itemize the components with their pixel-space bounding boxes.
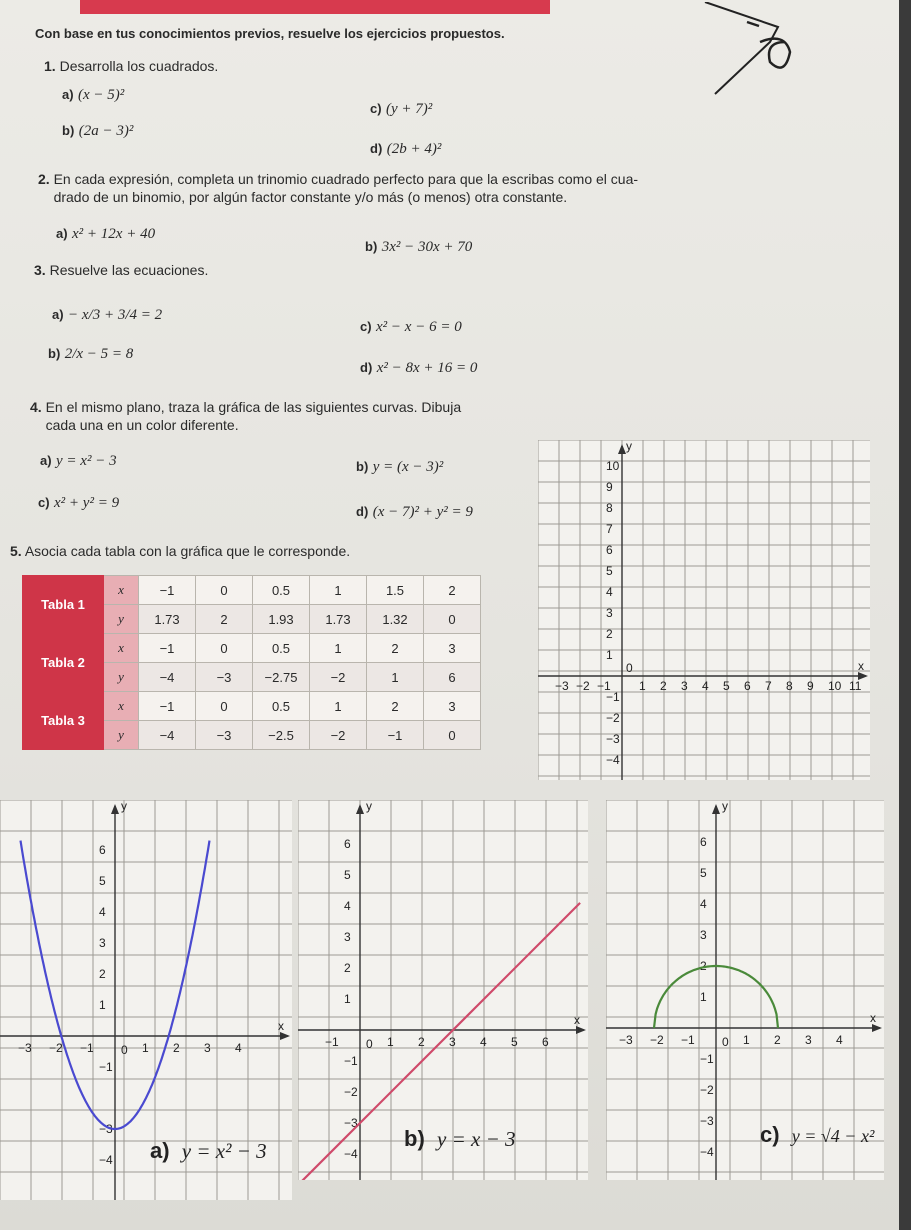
x-tick-label: 4	[702, 679, 709, 693]
q4-c: c) x² + y² = 9	[38, 495, 120, 511]
x-tick-label: 5	[511, 1035, 518, 1049]
y-tick-label: 2	[606, 627, 613, 641]
y-tick-label: −2	[344, 1085, 358, 1099]
y-axis-label: y	[366, 800, 372, 813]
y-tick-label: −4	[606, 753, 620, 767]
q3-b: b) 2/x − 5 = 8	[48, 346, 134, 362]
q4-d: d) (x − 7)² + y² = 9	[356, 504, 473, 520]
x-tick-label: 10	[828, 679, 842, 693]
table-cell: 0	[196, 634, 253, 663]
y-tick-label: 1	[344, 992, 351, 1006]
graph-b-caption: b) y = x − 3	[404, 1126, 516, 1151]
table-3-y-header: y	[104, 721, 139, 750]
y-tick-label: 5	[700, 866, 707, 880]
table-cell: 1.73	[139, 605, 196, 634]
x-tick-label: 11	[849, 679, 862, 693]
y-axis-label: y	[626, 440, 632, 453]
table-cell: 0	[424, 605, 481, 634]
x-tick-label: 1	[387, 1035, 394, 1049]
y-tick-label: 4	[344, 899, 351, 913]
table-cell: −3	[196, 663, 253, 692]
x-tick-label: 4	[480, 1035, 487, 1049]
table-cell: −4	[139, 721, 196, 750]
q1-b: b) (2a − 3)²	[62, 123, 134, 139]
x-tick-label: 6	[542, 1035, 549, 1049]
page-edge	[899, 0, 911, 1230]
x-tick-label: −3	[555, 679, 569, 693]
table-cell: −1	[139, 692, 196, 721]
y-tick-label: 5	[344, 868, 351, 882]
x-tick-label: 4	[235, 1041, 242, 1055]
x-tick-label: 3	[204, 1041, 211, 1055]
x-axis-label: x	[574, 1013, 580, 1027]
x-tick-label: −3	[18, 1041, 32, 1055]
y-tick-label: 8	[606, 501, 613, 515]
x-tick-label: 3	[805, 1033, 812, 1047]
x-axis-label: x	[858, 659, 864, 673]
x-tick-label: 2	[418, 1035, 425, 1049]
table-cell: −3	[196, 721, 253, 750]
table-cell: 1.73	[310, 605, 367, 634]
q3-heading: 3. Resuelve las ecuaciones.	[34, 262, 209, 278]
y-tick-label: 6	[700, 835, 707, 849]
table-cell: −2	[310, 663, 367, 692]
y-tick-label: 5	[606, 564, 613, 578]
y-axis-label: y	[722, 800, 728, 813]
x-tick-label: 1	[142, 1041, 149, 1055]
table-cell: −2	[310, 721, 367, 750]
intro-text: Con base en tus conocimientos previos, resuelve los ejercicios propuestos.	[35, 26, 505, 41]
x-axis-label: x	[870, 1011, 876, 1025]
q3-d: d) x² − 8x + 16 = 0	[360, 360, 478, 376]
y-tick-label: 3	[344, 930, 351, 944]
table-cell: 0	[196, 576, 253, 605]
tables-block	[22, 575, 481, 750]
table-cell: 2	[196, 605, 253, 634]
x-tick-label: 8	[786, 679, 793, 693]
table-cell: 1	[310, 634, 367, 663]
origin-label: 0	[722, 1035, 729, 1049]
y-tick-label: −4	[99, 1153, 113, 1167]
table-cell: 1.32	[367, 605, 424, 634]
table-cell: −1	[367, 721, 424, 750]
x-tick-label: 2	[660, 679, 667, 693]
table-cell: 1.5	[367, 576, 424, 605]
origin-label: 0	[626, 661, 633, 675]
q1-a: a) (x − 5)²	[62, 87, 125, 103]
y-tick-label: −1	[606, 690, 620, 704]
x-tick-label: 1	[743, 1033, 750, 1047]
x-tick-label: −2	[49, 1041, 63, 1055]
big-coordinate-plane	[538, 440, 870, 780]
graph-line	[298, 800, 588, 1180]
table-1-name: Tabla 1	[23, 576, 104, 634]
x-tick-label: 2	[774, 1033, 781, 1047]
table-1-x-header: x	[104, 576, 139, 605]
x-tick-label: 5	[723, 679, 730, 693]
header-bar	[80, 0, 550, 14]
table-cell: 2	[367, 692, 424, 721]
origin-label: 0	[121, 1043, 128, 1057]
q1-d: d) (2b + 4)²	[370, 141, 442, 157]
table-cell: 2	[367, 634, 424, 663]
y-tick-label: 1	[99, 998, 106, 1012]
y-tick-label: 4	[606, 585, 613, 599]
y-tick-label: −1	[700, 1052, 714, 1066]
table-3-name: Tabla 3	[23, 692, 104, 750]
y-tick-label: 5	[99, 874, 106, 888]
y-tick-label: 4	[700, 897, 707, 911]
q2-text: 2. En cada expresión, completa un trinomio cuadrado perfecto para que la escribas como el cua- drado de un binomio, por algún factor constante y/o más (o menos) otra constante.	[38, 171, 639, 205]
y-tick-label: 6	[99, 843, 106, 857]
x-tick-label: −1	[80, 1041, 94, 1055]
y-tick-label: −1	[344, 1054, 358, 1068]
x-tick-label: −2	[576, 679, 590, 693]
table-cell: −2.5	[253, 721, 310, 750]
x-tick-label: 3	[449, 1035, 456, 1049]
y-tick-label: 9	[606, 480, 613, 494]
table-cell: 1	[310, 576, 367, 605]
q3-a: a) − x/3 + 3/4 = 2	[52, 307, 163, 323]
q4-b: b) y = (x − 3)²	[356, 459, 444, 475]
y-tick-label: −4	[344, 1147, 358, 1161]
x-tick-label: −1	[597, 679, 611, 693]
table-cell: −1	[139, 634, 196, 663]
table-cell: −1	[139, 576, 196, 605]
y-tick-label: −3	[700, 1114, 714, 1128]
table-cell: 2	[424, 576, 481, 605]
y-tick-label: −2	[606, 711, 620, 725]
y-tick-label: −3	[606, 732, 620, 746]
x-tick-label: 6	[744, 679, 751, 693]
table-cell: 1.93	[253, 605, 310, 634]
table-1-y-header: y	[104, 605, 139, 634]
x-tick-label: 7	[765, 679, 772, 693]
y-tick-label: −2	[700, 1083, 714, 1097]
y-tick-label: 7	[606, 522, 613, 536]
grid-background	[298, 800, 588, 1180]
y-tick-label: 3	[606, 606, 613, 620]
table-3-x-header: x	[104, 692, 139, 721]
y-tick-label: 2	[700, 959, 707, 973]
x-tick-label: −3	[619, 1033, 633, 1047]
graph-c-caption: c) y = √4 − x²	[760, 1122, 875, 1147]
y-tick-label: 10	[606, 459, 620, 473]
y-tick-label: 3	[99, 936, 106, 950]
y-tick-label: −3	[99, 1122, 113, 1136]
table-cell: −2.75	[253, 663, 310, 692]
grid-background	[538, 440, 870, 780]
table-cell: 0	[424, 721, 481, 750]
y-tick-label: 6	[344, 837, 351, 851]
q1-heading: 1. Desarrolla los cuadrados.	[44, 58, 219, 74]
x-tick-label: 9	[807, 679, 814, 693]
y-tick-label: 3	[700, 928, 707, 942]
table-cell: 0.5	[253, 576, 310, 605]
table-cell: 0.5	[253, 634, 310, 663]
y-tick-label: 6	[606, 543, 613, 557]
x-tick-label: −1	[681, 1033, 695, 1047]
table-2-name: Tabla 2	[23, 634, 104, 692]
table-2-x-header: x	[104, 634, 139, 663]
score-mark	[700, 2, 810, 97]
x-tick-label: 1	[639, 679, 646, 693]
y-tick-label: −4	[700, 1145, 714, 1159]
table-cell: 3	[424, 692, 481, 721]
q2-a: a) x² + 12x + 40	[56, 226, 156, 242]
y-tick-label: −3	[344, 1116, 358, 1130]
q5-heading: 5. Asocia cada tabla con la gráfica que le corresponde.	[10, 543, 351, 559]
x-axis-label: x	[278, 1019, 284, 1033]
y-tick-label: 1	[700, 990, 707, 1004]
x-tick-label: 2	[173, 1041, 180, 1055]
table-cell: −4	[139, 663, 196, 692]
y-tick-label: 2	[344, 961, 351, 975]
graph-a-caption: a) y = x² − 3	[150, 1138, 267, 1163]
x-tick-label: 3	[681, 679, 688, 693]
x-tick-label: −1	[325, 1035, 339, 1049]
q4-text: 4. En el mismo plano, traza la gráfica de las siguientes curvas. Dibuja cada una en un color diferente.	[30, 399, 462, 433]
y-tick-label: 4	[99, 905, 106, 919]
y-axis-label: y	[121, 800, 127, 813]
y-tick-label: 1	[606, 648, 613, 662]
y-tick-label: −1	[99, 1060, 113, 1074]
y-tick-label: 2	[99, 967, 106, 981]
x-tick-label: 4	[836, 1033, 843, 1047]
table-cell: 0	[196, 692, 253, 721]
table-cell: 3	[424, 634, 481, 663]
origin-label: 0	[366, 1037, 373, 1051]
q2-b: b) 3x² − 30x + 70	[365, 239, 473, 255]
table-cell: 1	[367, 663, 424, 692]
table-cell: 1	[310, 692, 367, 721]
q1-c: c) (y + 7)²	[370, 101, 433, 117]
q4-a: a) y = x² − 3	[40, 453, 117, 469]
x-tick-label: −2	[650, 1033, 664, 1047]
table-cell: 0.5	[253, 692, 310, 721]
table-cell: 6	[424, 663, 481, 692]
table-2-y-header: y	[104, 663, 139, 692]
q3-c: c) x² − x − 6 = 0	[360, 319, 462, 335]
